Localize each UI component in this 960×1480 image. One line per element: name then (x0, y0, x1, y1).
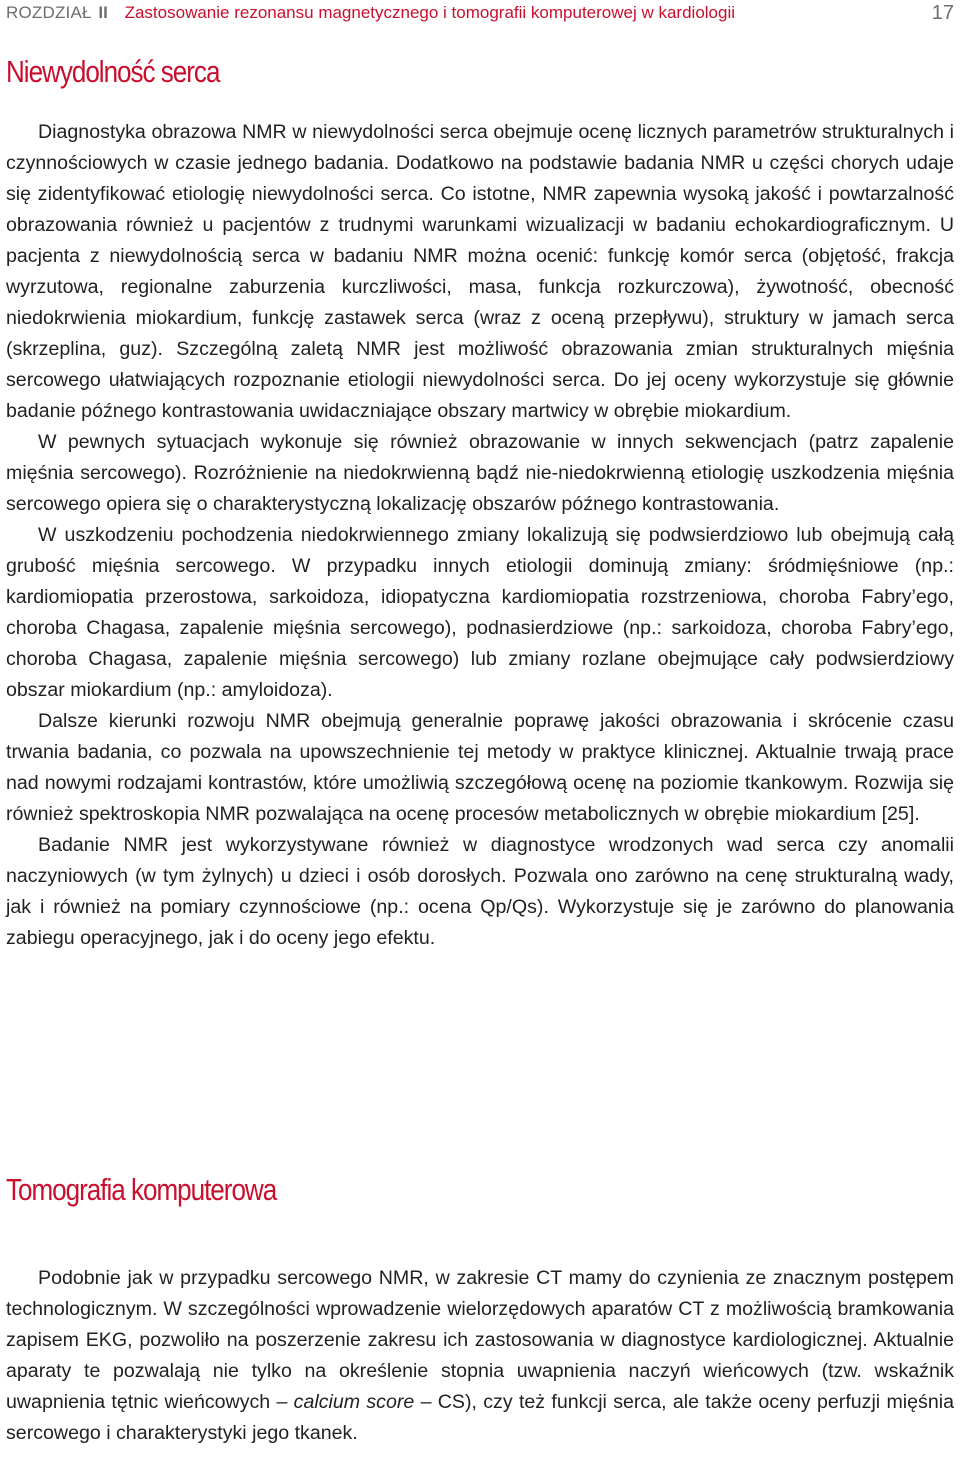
paragraph: W pewnych sytuacjach wykonuje się również obrazowanie w innych sekwencjach (patrz zapalenie mięśnia sercowego). Rozróżnienie na niedokrwienną bądź nie-niedokrwienną etiologię uszkodzenia mięśnia sercowego opiera się o charakterystyczną lokalizację obszarów późnego kontrastowania. (6, 431, 954, 515)
paragraph: Diagnostyka obrazowa NMR w niewydolności serca obejmuje ocenę licznych parametrów strukturalnych i czynnościowych w czasie jednego badania. Dodatkowo na podstawie badania NMR u części chorych udaje się zidentyfikować etiologię niewydolności serca. Co istotne, NMR zapewnia wysoką jakość i powtarzalność obrazowania również u pacjentów z trudnymi warunkami wizualizacji w badaniu echokardiograficznym. U pacjenta z niewydolnością serca w badaniu NMR można ocenić: funkcję komór serca (objętość, frakcja wyrzutowa, regionalne zaburzenia kurczliwości, masa, funkcja rozkurczowa), żywotność, obecność niedokrwienia miokardium, funkcję zastawek serca (wraz z oceną przepływu), struktury w jamach serca (skrzeplina, guz). Szczególną zaletą NMR jest możliwość obrazowania zmian strukturalnych mięśnia sercowego ułatwiających rozpoznanie etiologii niewydolności serca. Do jej oceny wykorzystuje się głównie badanie późnego kontrastowania uwidaczniające obszary martwicy w obrębie miokardium. (6, 121, 954, 422)
paragraph: Badanie NMR jest wykorzystywane również w diagnostyce wrodzonych wad serca czy anomalii naczyniowych (w tym żylnych) u dzieci i osób dorosłych. Pozwala ono zarówno na cenę strukturalną wady, jak i również na pomiary czynnościowe (np.: ocena Qp/Qs). Wykorzystuje się je zarówno do planowania zabiegu operacyjnego, jak i do oceny jego efektu. (6, 834, 954, 949)
paragraph-text: Podobnie jak w przypadku sercowego NMR, w zakresie CT mamy do czynienia ze znacznym postępem technologicznym. W szczególności wprowadzenie wielorzędowych aparatów CT z możliwością bramkowania zapisem EKG, pozwoliło na poszerzenie zakresu ich zastosowania w diagnostyce kardiologicznej. Aktualnie aparaty te pozwalają nie tylko na określenie stopnia uwapnienia naczyń wieńcowych (tzw. wskaźnik uwapnienia tętnic wieńcowych – (6, 1267, 954, 1413)
italic-term: calcium score (293, 1391, 415, 1413)
paragraph (6, 1263, 954, 1449)
chapter-title: Zastosowanie rezonansu magnetycznego i tomografii komputerowej w kardiologii (124, 3, 736, 22)
section-heading-heart-failure: Niewydolność serca (6, 54, 220, 89)
paragraph: W uszkodzeniu pochodzenia niedokrwiennego zmiany lokalizują się podwsierdziowo lub obejmują całą grubość mięśnia sercowego. W przypadku innych etiologii dominują zmiany: śródmięśniowe (np.: kardiomiopatia przerostowa, sarkoidoza, idiopatyczna kardiomiopatia rozstrzeniowa, choroba Fabry’ego, choroba Chagasa, zapalenie mięśnia sercowego), podnasierdziowe (np.: sarkoidoza, choroba Fabry’ego, choroba Chagasa, zapalenie mięśnia sercowego) lub zmiany rozlane obejmujące cały podwsierdziowy obszar miokardium (np.: amyloidoza). (6, 524, 954, 701)
paragraph-text: – CS), czy też funkcji serca, ale także oceny perfuzji mięśnia sercowego i charakterystyki jego tkanek. (6, 1391, 954, 1444)
paragraph: Dalsze kierunki rozwoju NMR obejmują generalnie poprawę jakości obrazowania i skrócenie czasu trwania badania, co pozwala na upowszechnienie tej metody w praktyce klinicznej. Aktualnie trwają prace nad nowymi rodzajami kontrastów, które umożliwią szczegółową ocenę na poziomie tkankowym. Rozwija się również spektroskopia NMR pozwalająca na ocenę procesów metabolicznych w obrębie miokardium [25]. (6, 710, 954, 825)
section-body-heart-failure (6, 117, 954, 954)
section-heading-computed-tomography: Tomografia komputerowa (6, 1172, 277, 1207)
chapter-number: II (98, 3, 108, 22)
section-body-computed-tomography (6, 1263, 954, 1449)
running-header (6, 0, 954, 26)
page-number: 17 (931, 2, 954, 24)
chapter-label: ROZDZIAŁ (6, 3, 92, 22)
